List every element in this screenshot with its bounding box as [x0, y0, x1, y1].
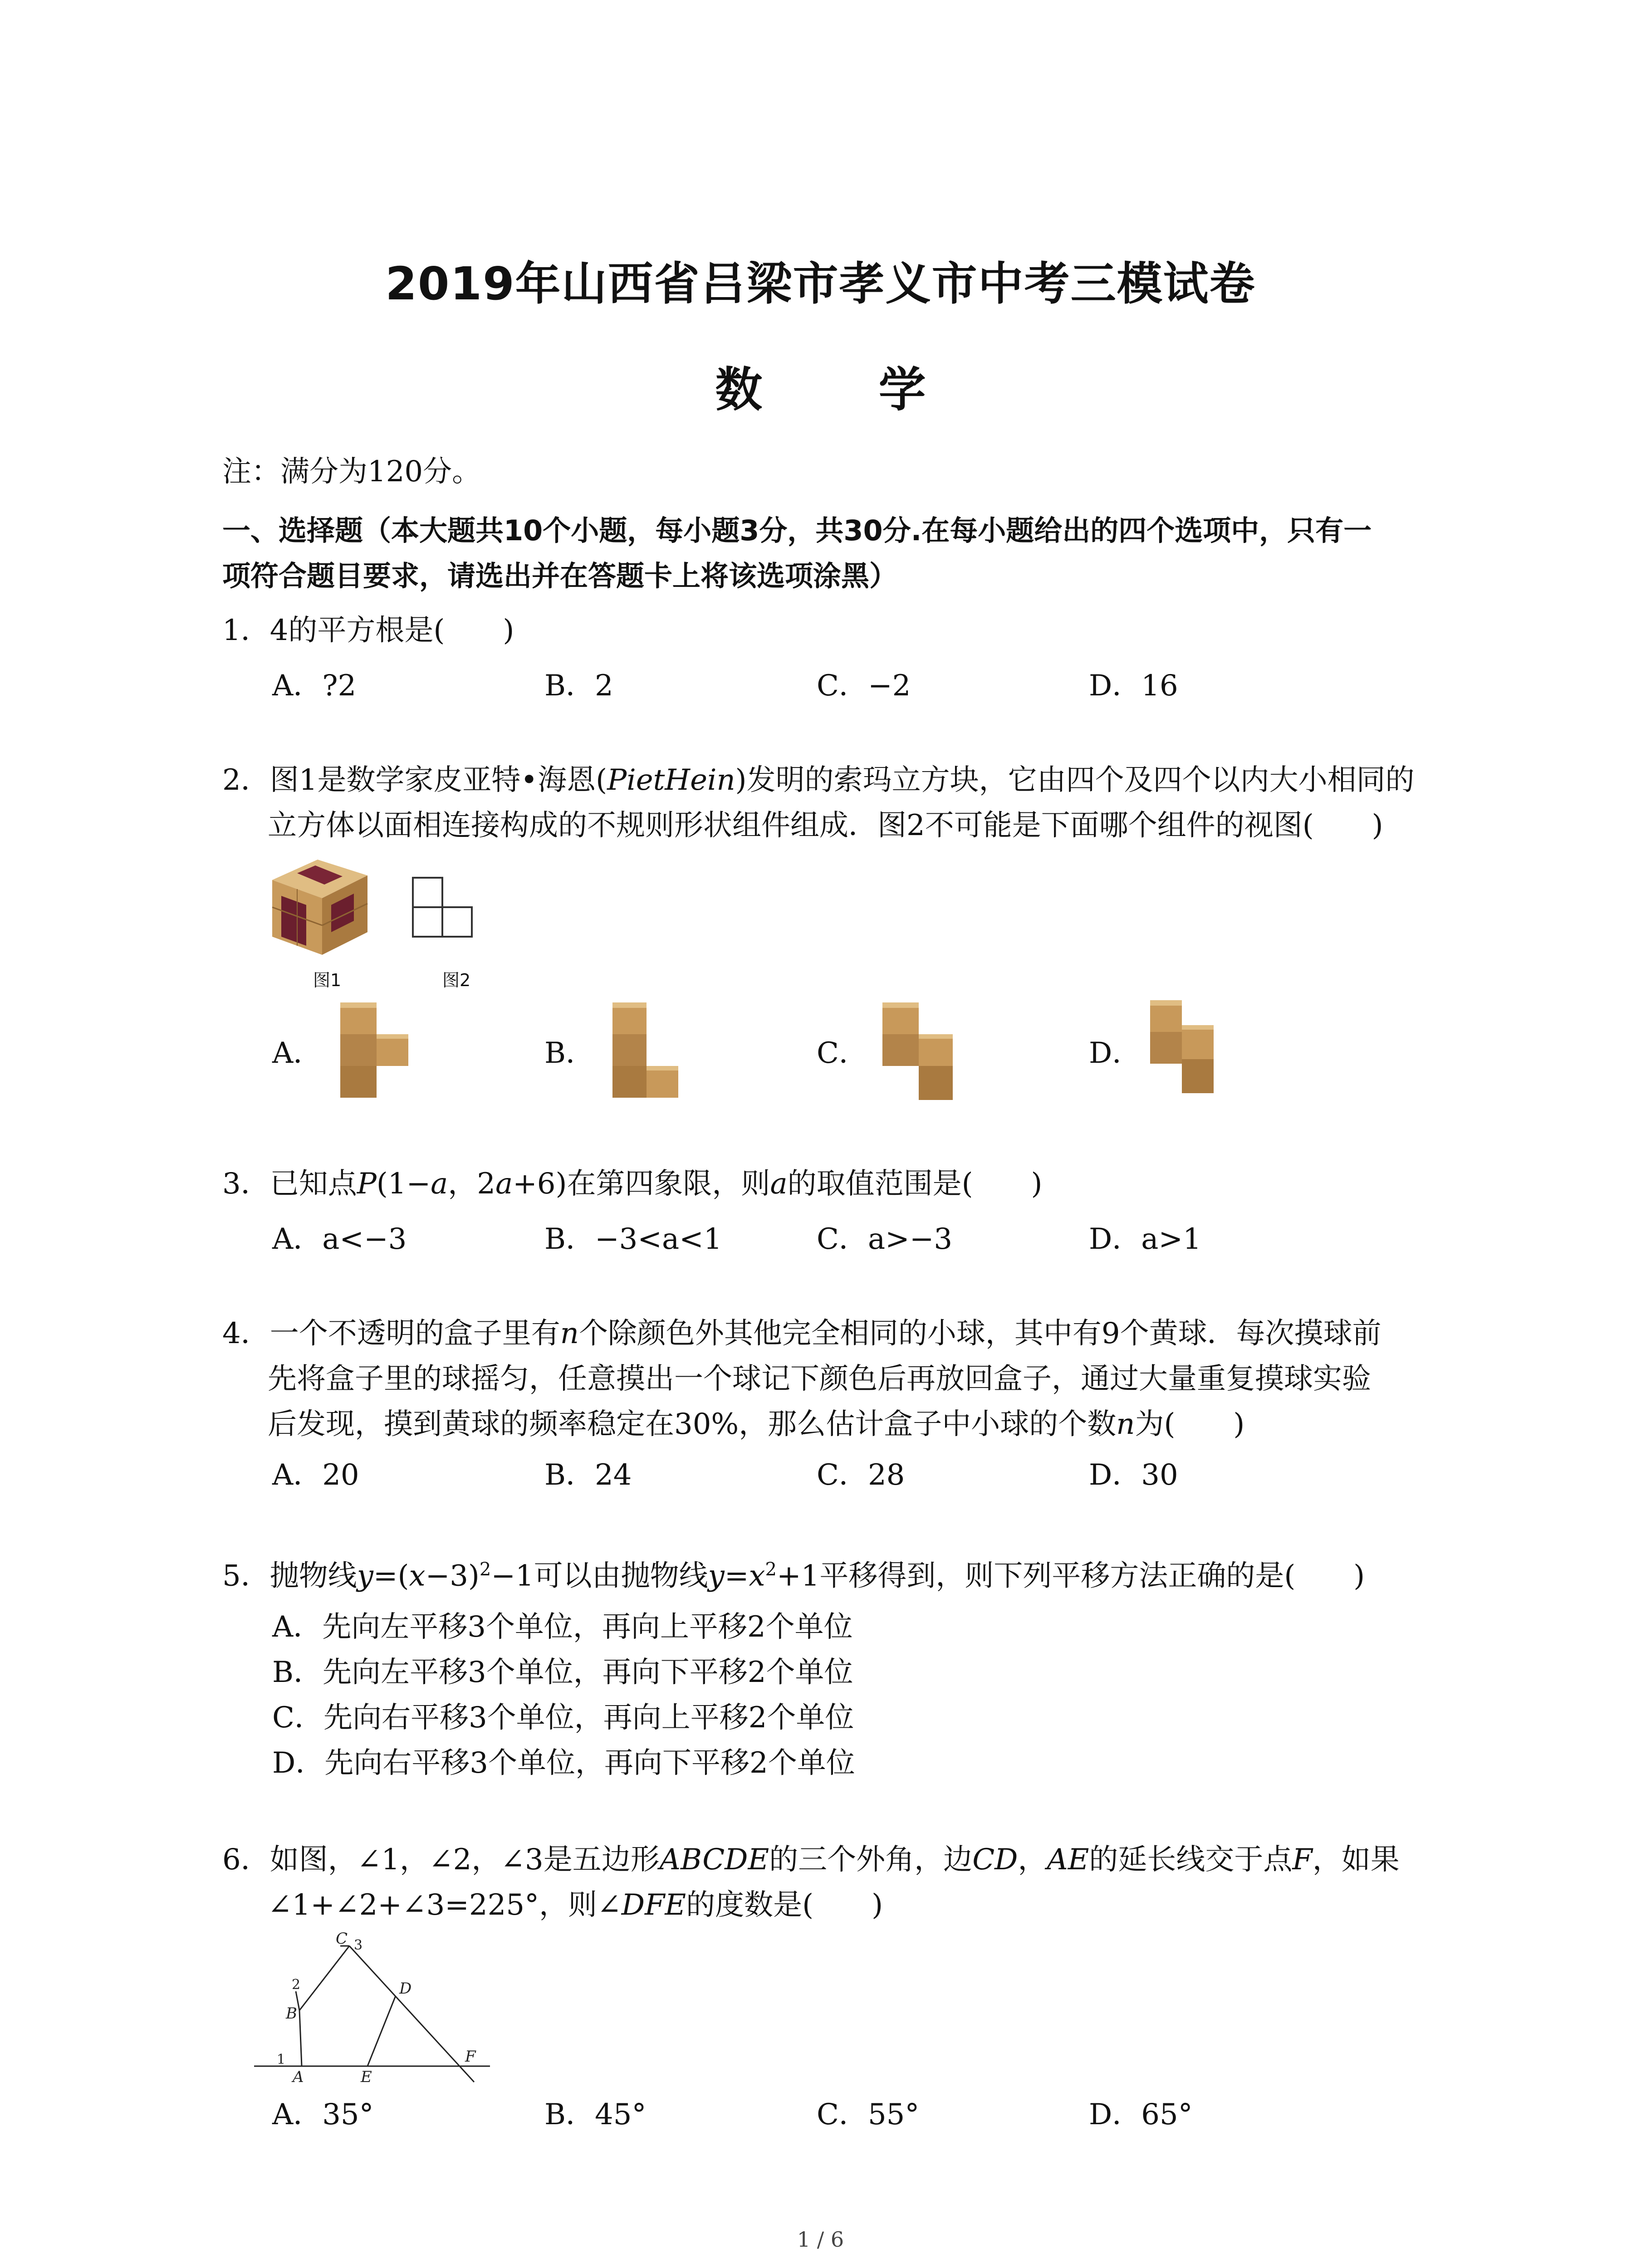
label-angle-1: 1	[277, 2052, 286, 2068]
q1-option-c: C．−2	[817, 669, 911, 703]
label-f: F	[465, 2048, 476, 2066]
q4-option-a: A．20	[272, 1458, 359, 1492]
q4-stem-line3: 后发现，摸到黄球的频率稳定在30%，那么估计盒子中小球的个数n为( )	[268, 1408, 1245, 1441]
q3-option-d: D．a>1	[1089, 1222, 1201, 1256]
q4-stem-line2: 先将盒子里的球摇匀，任意摸出一个球记下颜色后再放回盒子，通过大量重复摸球实验	[268, 1362, 1371, 1396]
q5-option-c: C．先向右平移3个单位，再向上平移2个单位	[272, 1701, 854, 1735]
edge-bc	[299, 1946, 349, 2010]
q6-stem-line1: 6．如图，∠1，∠2，∠3是五边形ABCDE的三个外角，边CD，AE的延长线交于点F，如果	[222, 1843, 1400, 1877]
q4-option-c: C．28	[817, 1458, 905, 1492]
score-note: 注：满分为120分。	[222, 455, 481, 489]
q3-option-b: B．−3<a<1	[544, 1222, 722, 1256]
label-c: C	[336, 1930, 348, 1948]
q3-option-c: C．a>−3	[817, 1222, 953, 1256]
q6-option-b: B．45°	[544, 2098, 647, 2131]
q3-option-a: A．a<−3	[272, 1222, 407, 1256]
q3-stem: 3．已知点P(1−a，2a+6)在第四象限，则a的取值范围是( )	[222, 1167, 1043, 1201]
block-c-image	[876, 998, 966, 1107]
q5-stem: 5．抛物线$y=(x-3)^2-1$可以由抛物线$y=x^2+1$平移得到，则下列平移方法正确的是( )	[222, 1559, 1365, 1593]
q6-option-a: A．35°	[272, 2098, 374, 2131]
block-d-image	[1143, 993, 1234, 1102]
figure1-label: 图1	[313, 970, 342, 990]
q2-option-d: D．	[1089, 1036, 1141, 1070]
q5-option-b: B．先向左平移3个单位，再向下平移2个单位	[272, 1656, 853, 1689]
label-d: D	[399, 1980, 412, 1998]
block-b-image	[603, 998, 694, 1102]
q2-stem-line1: 2．图1是数学家皮亚特•海恩(PietHein)发明的索玛立方块，它由四个及四个以内大小相同的	[222, 763, 1415, 797]
q4-option-b: B．24	[544, 1458, 632, 1492]
label-e: E	[361, 2068, 372, 2086]
section-heading-line1: 一、选择题（本大题共10个小题，每小题3分，共30分.在每小题给出的四个选项中，只有一	[222, 514, 1372, 547]
q1-option-d: D．16	[1089, 669, 1178, 703]
figure2-label: 图2	[442, 970, 471, 990]
q6-option-c: C．55°	[817, 2098, 920, 2131]
line-cd-extended	[349, 1946, 474, 2082]
q6-stem-line2: ∠1+∠2+∠3=225°，则∠DFE的度数是( )	[268, 1888, 883, 1922]
soma-cube-figure	[263, 853, 377, 962]
q1-option-a: A．?2	[272, 669, 357, 703]
label-angle-3: 3	[354, 1937, 363, 1953]
q2-option-b: B．	[544, 1036, 595, 1070]
label-a: A	[293, 2068, 304, 2086]
pentagon-figure	[245, 1928, 499, 2091]
view-grid-figure	[411, 875, 479, 948]
label-angle-2: 2	[292, 1977, 301, 1993]
edge-de	[367, 1996, 396, 2066]
q2-option-c: C．	[817, 1036, 868, 1070]
q6-option-d: D．65°	[1089, 2098, 1193, 2131]
block-a-image	[331, 998, 422, 1102]
q2-option-a: A．	[272, 1036, 323, 1070]
section-heading-line2: 项符合题目要求，请选出并在答题卡上将该选项涂黑）	[222, 559, 898, 592]
exam-title: 2019年山西省吕梁市孝义市中考三模试卷	[385, 257, 1256, 310]
q4-stem-line1: 4．一个不透明的盒子里有n个除颜色外其他完全相同的小球，其中有9个黄球．每次摸球前	[222, 1317, 1381, 1350]
q1-option-b: B．2	[544, 669, 613, 703]
subject-title: 数 学	[715, 362, 976, 417]
edge-ab	[299, 2010, 302, 2066]
page-number: 1 / 6	[797, 2227, 844, 2252]
q1-stem: 1．4的平方根是( )	[222, 614, 514, 647]
q2-stem-line2: 立方体以面相连接构成的不规则形状组件组成．图2不可能是下面哪个组件的视图( )	[268, 809, 1383, 842]
label-b: B	[286, 2004, 297, 2023]
q5-option-d: D．先向右平移3个单位，再向下平移2个单位	[272, 1746, 855, 1780]
q5-option-a: A．先向左平移3个单位，再向上平移2个单位	[272, 1610, 853, 1644]
q4-option-d: D．30	[1089, 1458, 1178, 1492]
